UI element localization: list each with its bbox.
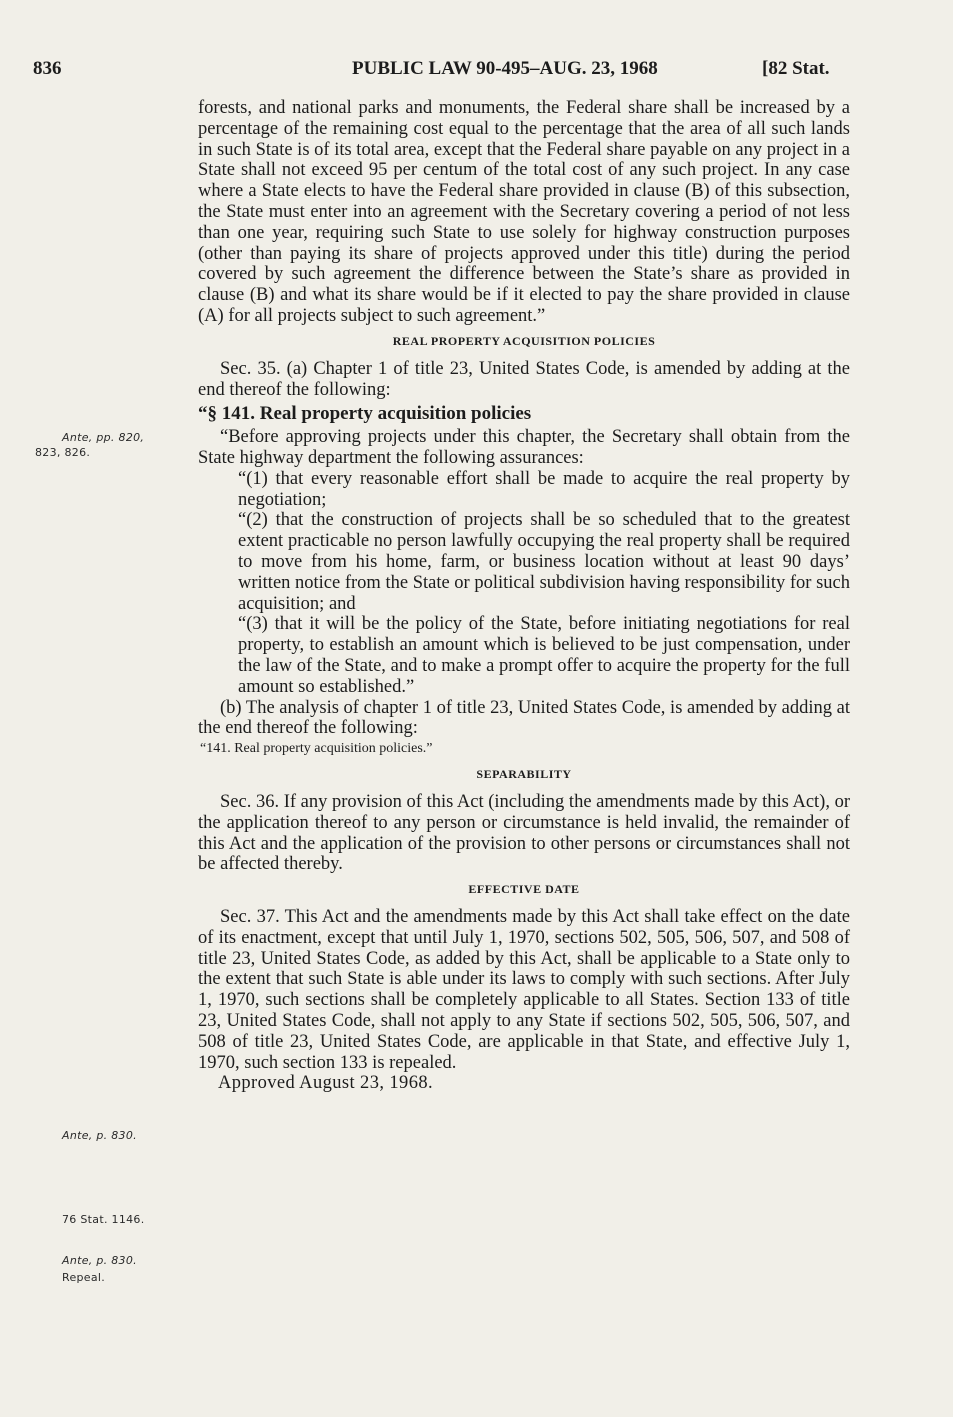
section-35-a: Sec. 35. (a) Chapter 1 of title 23, United States Code, is amended by adding at the end thereof the following: xyxy=(198,358,850,400)
section-36: Sec. 36. If any provision of this Act (including the amendments made by this Act), or the application thereof to any person or circumstance is held invalid, the remainder of this Act and the application of the provision to other persons or circumstances shall not be affected thereby. xyxy=(198,791,850,875)
margin-note-ante-820: Ante, pp. 820, xyxy=(62,431,145,444)
assurance-item-2: “(2) that the construction of projects shall be so scheduled that to the greatest extent practicable no person lawfully occupying the real property shall be required to move from his home, farm, or business location without at least 90 days’ written notice from the State or political subdivision having responsibility for such acquisition; and xyxy=(238,510,850,614)
margin-note-ante-830: Ante, p. 830. xyxy=(62,1129,137,1142)
assurance-item-1: “(1) that every reasonable effort shall be made to acquire the real property by negotiation; xyxy=(238,468,850,510)
analysis-line: “141. Real property acquisition policies.” xyxy=(200,741,433,757)
margin-note-76-stat-1146: 76 Stat. 1146. xyxy=(62,1213,145,1226)
assurance-item-3: “(3) that it will be the policy of the State, before initiating negotiations for real property, to establish an amount which is believed to be just compensation, under the law of the State, and to make a prompt offer to acquire the property for the full amount so established.” xyxy=(238,614,850,697)
statute-reference: [82 Stat. xyxy=(762,58,830,79)
margin-note-repeal: Repeal. xyxy=(62,1271,106,1284)
heading-separability: SEPARABILITY xyxy=(476,766,572,781)
margin-note-ante-830-b: Ante, p. 830. xyxy=(62,1254,137,1267)
approval-date: Approved August 23, 1968. xyxy=(218,1073,434,1094)
section-37: Sec. 37. This Act and the amendments made by this Act shall take effect on the date of its enactment, except that until July 1, 1970, sections 502, 505, 506, 507, and 508 of title 23, United States Code, as added by this Act, shall be applicable to a State only to the extent that such State is able under its laws to comply with such sections. After July 1, 1970, such sections shall be completely applicable to all States. Section 133 of title 23, United States Code, shall not apply to any State if sections 502, 505, 506, 507, and 508 of title 23, United States Code, are applicable in that State, and effective July 1, 1970, such section 133 is repealed. xyxy=(198,907,850,1073)
heading-real-property: REAL PROPERTY ACQUISITION POLICIES xyxy=(392,333,656,348)
page-number: 836 xyxy=(33,58,62,79)
section-141-title: “§ 141. Real property acquisition policies xyxy=(198,403,532,425)
section-35-b: (b) The analysis of chapter 1 of title 23, United States Code, is amended by adding at the end thereof the following: xyxy=(198,697,850,739)
body-text xyxy=(198,98,850,1094)
paragraph-continued: forests, and national parks and monuments, the Federal share shall be increased by a percentage of the remaining cost equal to the percentage that the area of all such lands in such State is of its total area, except that the Federal share payable on any project in a State shall not exceed 95 per centum of the total cost of any such project. In any case where a State elects to have the Federal share provided in clause (B) of this subsection, the State must enter into an agreement with the Secretary covering a period of not less than one year, requiring such State to use solely for highway construction purposes (other than paying its share of projects approved under this title) during the period covered by such agreement the difference between the State’s share as provided in clause (B) and what its share would be if it elected to pay the share provided in clause (A) for all projects subject to such agreement.” xyxy=(198,98,850,326)
heading-effective-date: EFFECTIVE DATE xyxy=(468,882,580,897)
margin-note-ante-820-cont: 823, 826. xyxy=(35,446,91,459)
running-title: PUBLIC LAW 90-495–AUG. 23, 1968 xyxy=(352,58,658,79)
section-141-intro: “Before approving projects under this chapter, the Secretary shall obtain from the State highway department the following assurances: xyxy=(198,427,850,468)
